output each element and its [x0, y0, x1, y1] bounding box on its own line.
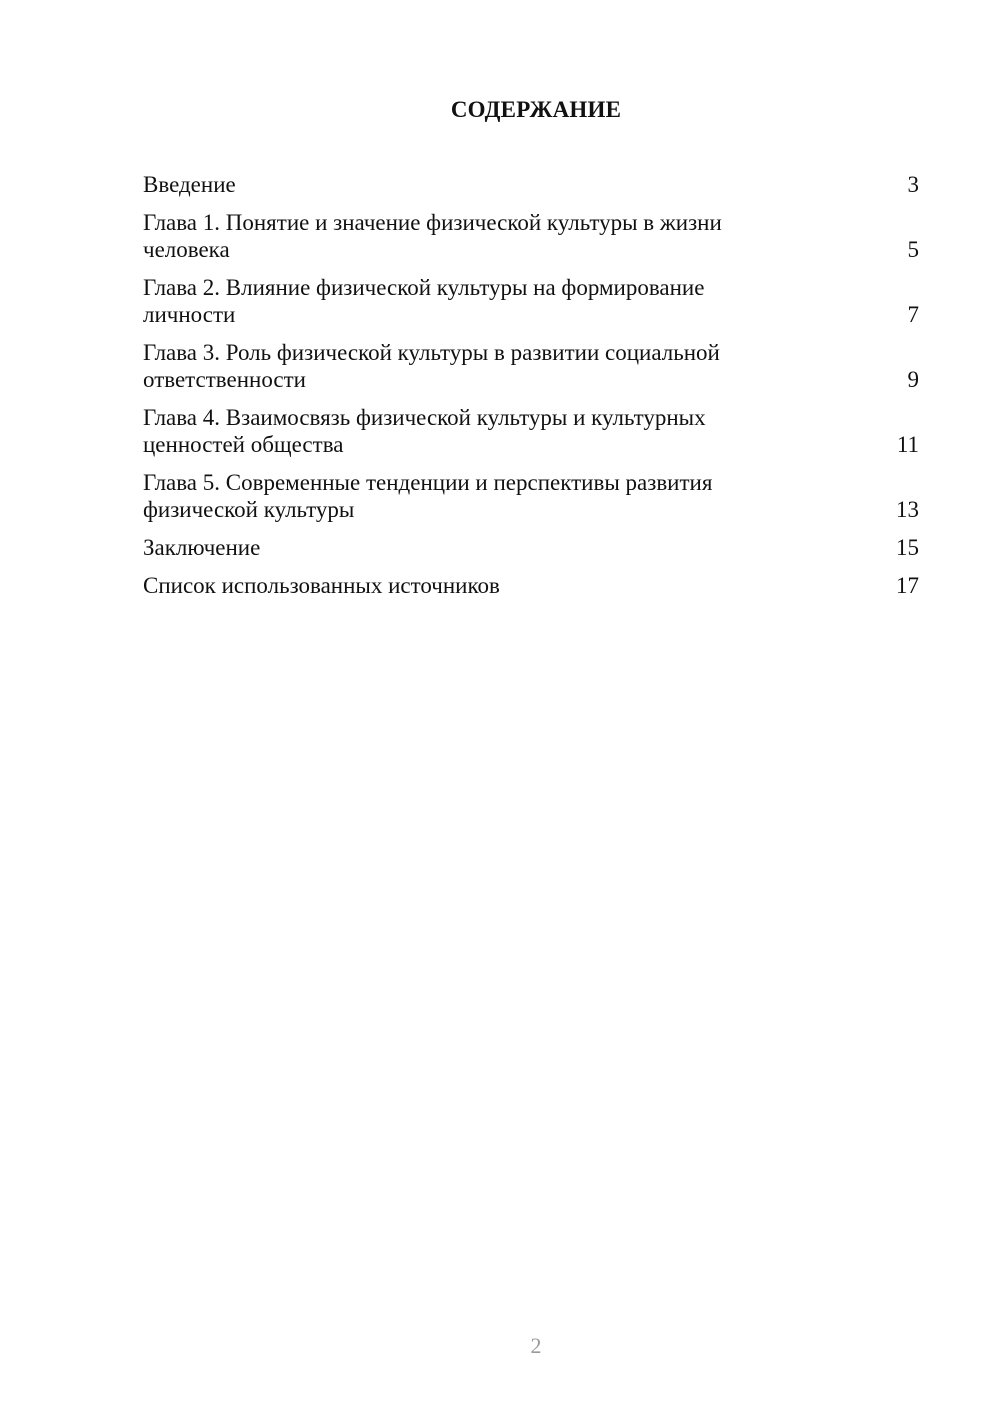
toc-entry-conclusion: [143, 534, 919, 561]
toc-entry-chapter-4: [143, 404, 919, 458]
page-number: 2: [530, 1333, 542, 1358]
toc-entry-text: Глава 4. Взаимосвязь физической культуры и культурных ценностей общества: [143, 405, 706, 457]
toc-entry-page: 11: [896, 432, 919, 457]
toc-entry-chapter-2: [143, 274, 919, 328]
toc-entry-page: 7: [907, 302, 919, 327]
toc-entry-page: 15: [896, 535, 919, 560]
toc-entry-text: Список использованных источников: [143, 573, 500, 598]
toc-entry-chapter-1: [143, 209, 919, 263]
toc-entry-page: 9: [907, 367, 919, 392]
toc-entry-text: Заключение: [143, 535, 261, 560]
toc-entry-text: Глава 5. Современные тенденции и перспективы развития физической культуры: [143, 470, 713, 522]
toc-entry-references: [143, 572, 919, 599]
toc-entry-text: Введение: [143, 172, 236, 197]
toc-entry-chapter-5: [143, 469, 919, 523]
toc-title: СОДЕРЖАНИЕ: [450, 97, 622, 122]
toc-entry-introduction: [143, 171, 919, 198]
toc-entry-text: Глава 1. Понятие и значение физической культуры в жизни человека: [143, 210, 722, 262]
toc-entry-text: Глава 2. Влияние физической культуры на формирование личности: [143, 275, 705, 327]
toc-entry-page: 5: [907, 237, 919, 262]
toc-entry-page: 13: [896, 497, 919, 522]
toc-entry-chapter-3: [143, 339, 919, 393]
toc-entry-page: 3: [907, 172, 919, 197]
toc-entry-page: 17: [896, 573, 919, 598]
toc-entry-text: Глава 3. Роль физической культуры в развитии социальной ответственности: [143, 340, 720, 392]
table-of-contents: [143, 171, 919, 610]
